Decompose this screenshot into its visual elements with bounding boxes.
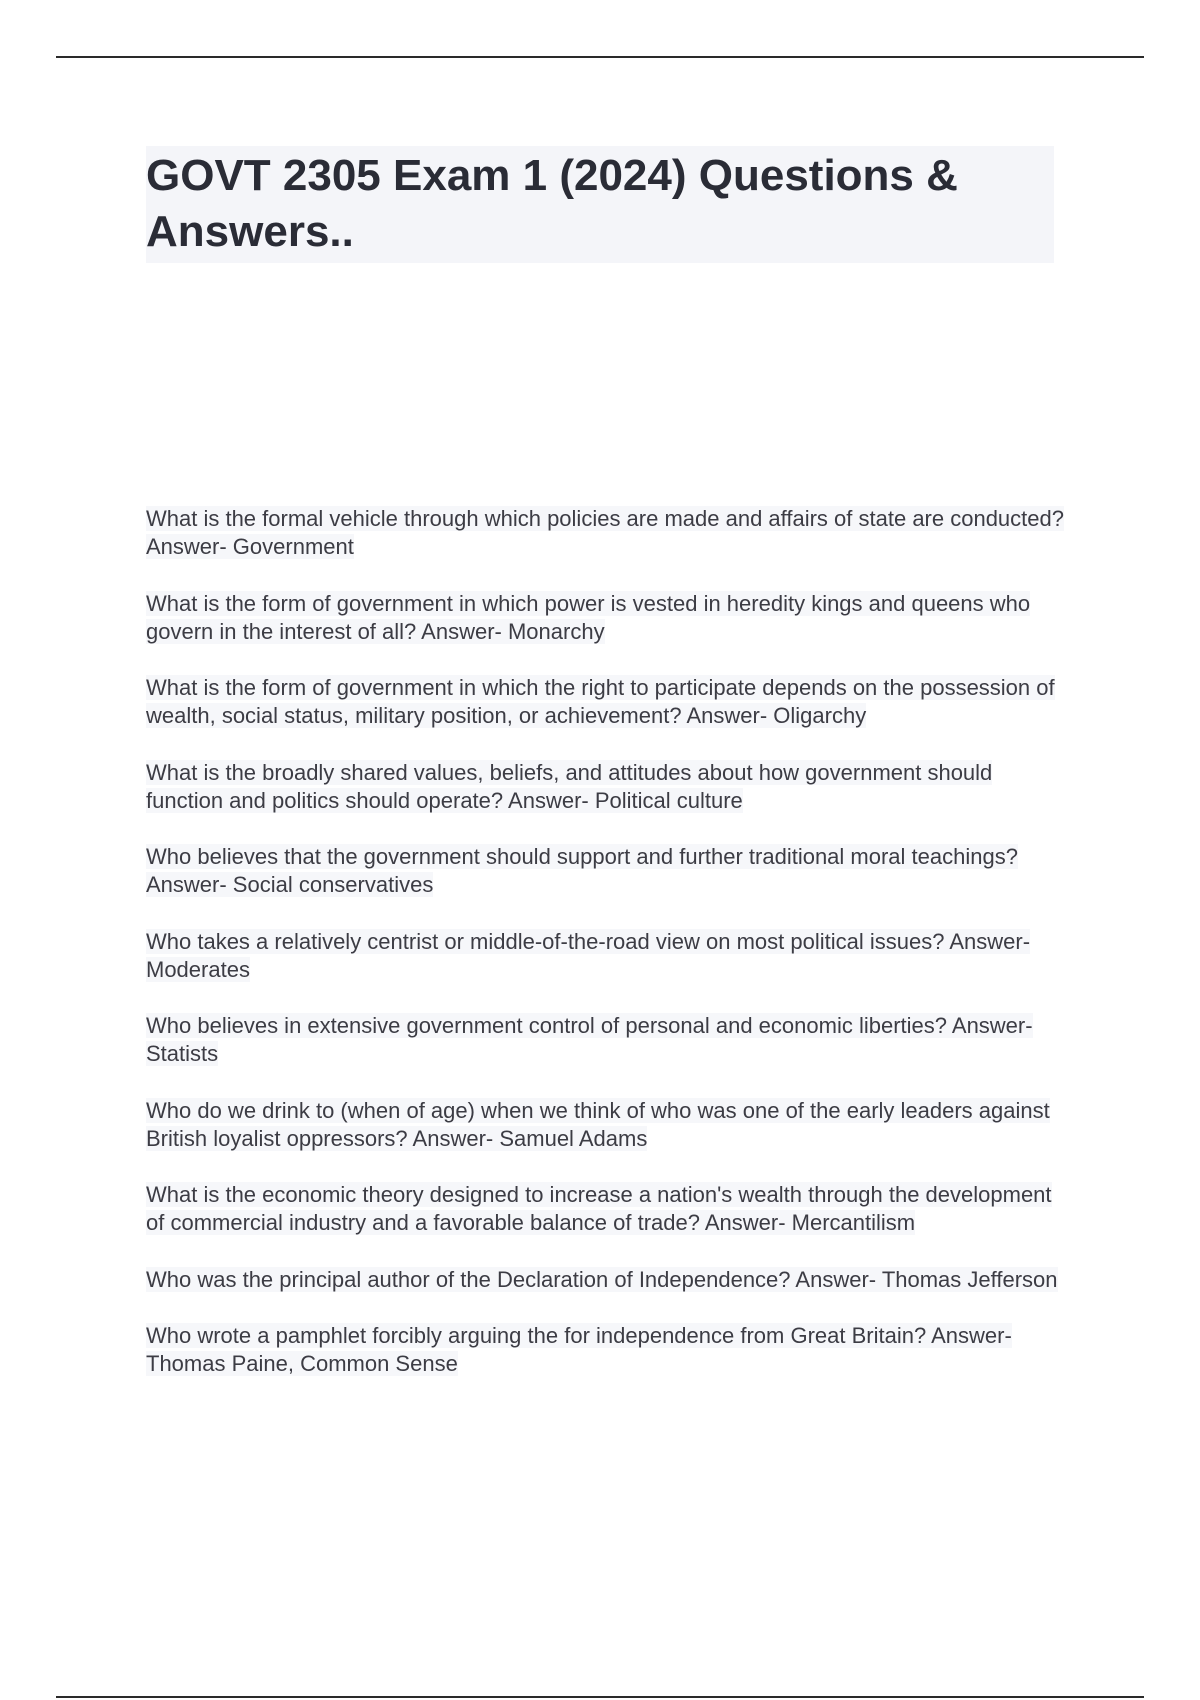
qa-text: What is the economic theory designed to increase a nation's wealth through the development of commercial industry and a favorable balance of trade? Answer- Mercantilism [146,1182,1052,1235]
qa-item-10 [146,1266,1066,1294]
qa-text: Who believes that the government should support and further traditional moral teachings? Answer- Social conservatives [146,844,1018,897]
qa-text: Who was the principal author of the Declaration of Independence? Answer- Thomas Jefferson [146,1266,1058,1292]
qa-text: What is the form of government in which power is vested in heredity kings and queens who govern in the interest of all? Answer- Monarchy [146,590,1031,644]
title-block [146,146,1054,263]
qa-text: What is the broadly shared values, beliefs, and attitudes about how government should function and politics should operate? Answer- Political culture [146,759,993,813]
qa-item-6 [146,928,1066,984]
qa-text: Who do we drink to (when of age) when we think of who was one of the early leaders against British loyalist oppressors? Answer- Samuel Adams [146,1097,1050,1151]
qa-item-9 [146,1181,1066,1237]
qa-item-7 [146,1012,1066,1068]
bottom-rule [56,1696,1144,1698]
qa-item-8 [146,1097,1066,1153]
qa-item-11 [146,1322,1066,1378]
qa-item-5 [146,843,1066,899]
qa-item-1 [146,505,1066,561]
qa-text: Who takes a relatively centrist or middle-of-the-road view on most political issues? Answer- Moderates [146,928,1031,982]
qa-item-2 [146,590,1066,646]
qa-item-4 [146,759,1066,815]
top-rule [56,56,1144,58]
document-title: GOVT 2305 Exam 1 (2024) Questions & Answers.. [146,151,958,256]
qa-text: What is the form of government in which the right to participate depends on the possession of wealth, social status, military position, or achievement? Answer- Oligarchy [146,675,1055,728]
qa-item-3 [146,674,1066,730]
qa-text: What is the formal vehicle through which policies are made and affairs of state are conducted? Answer- Government [146,506,1064,559]
qa-text: Who believes in extensive government control of personal and economic liberties? Answer- Statists [146,1013,1033,1066]
qa-text: Who wrote a pamphlet forcibly arguing the for independence from Great Britain? Answer- Thomas Paine, Common Sense [146,1323,1012,1376]
qa-list [146,505,1066,1407]
